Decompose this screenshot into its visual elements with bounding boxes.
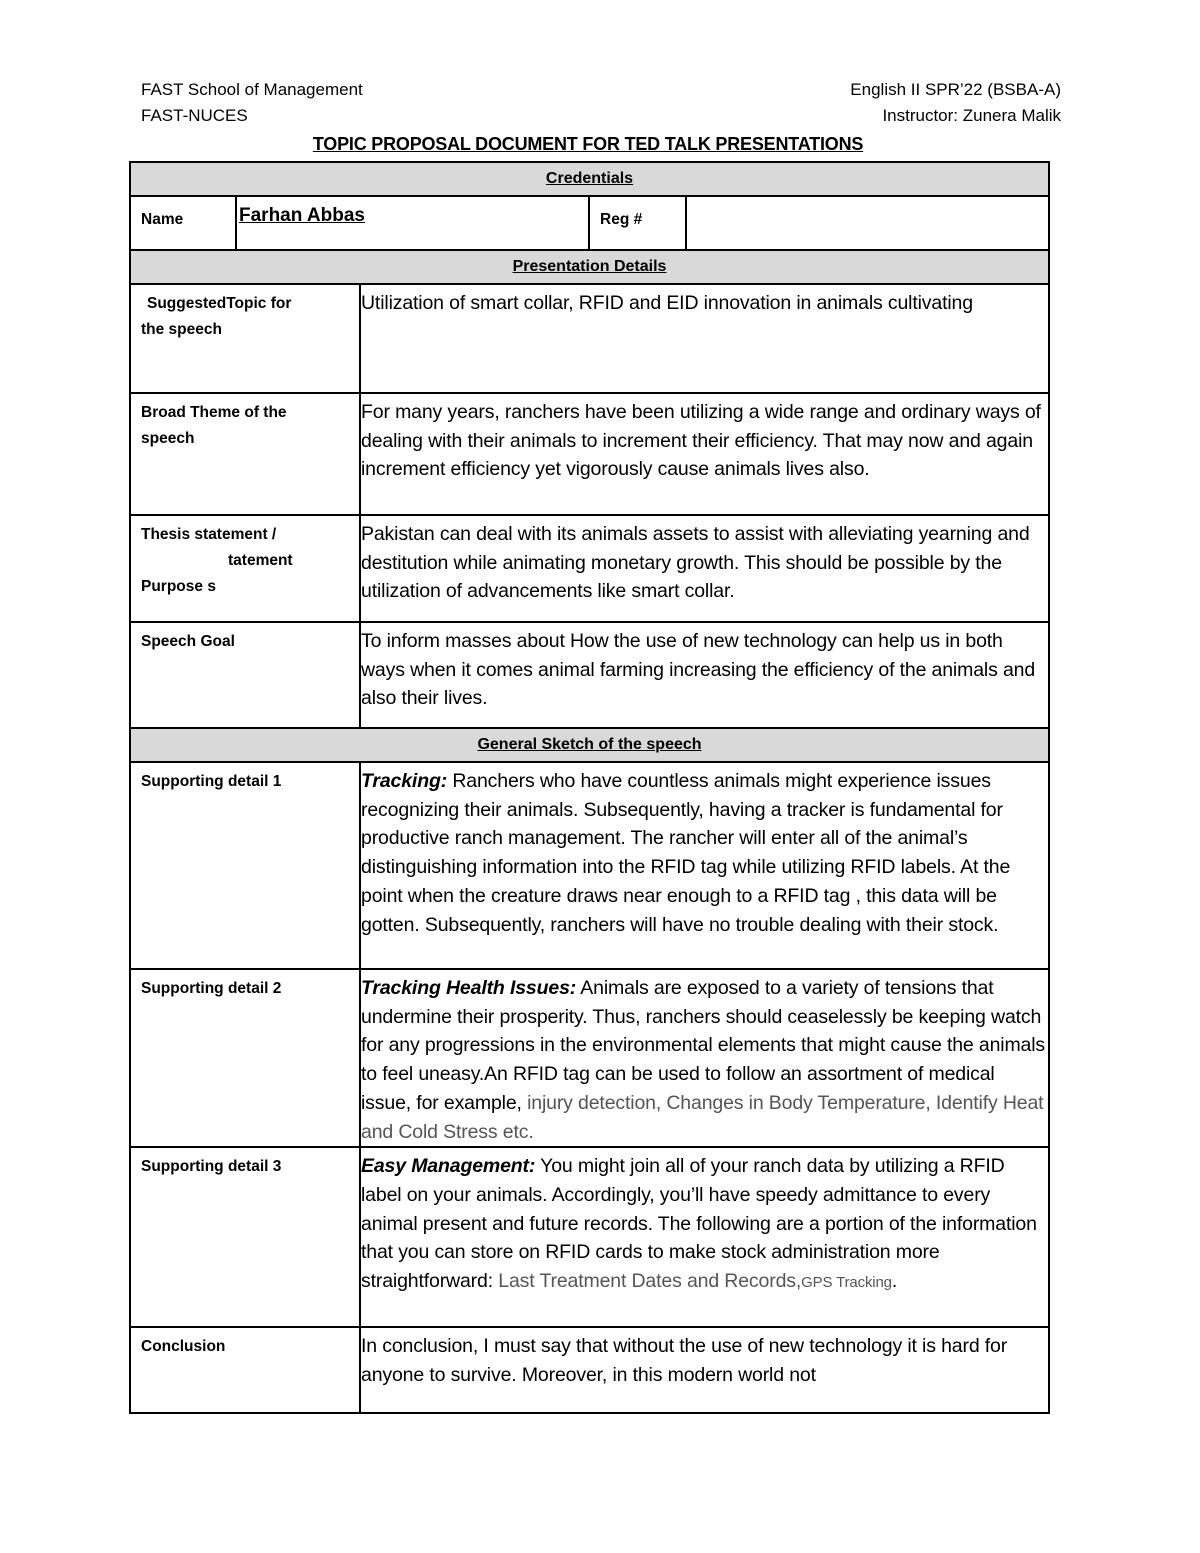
- detail3-value[interactable]: [360, 1147, 1049, 1327]
- detail1-label: Supporting detail 1: [130, 762, 360, 969]
- name-field[interactable]: Farhan Abbas: [236, 196, 589, 250]
- detail3-text: You might join all of your ranch data by utilizing a RFID label on your animals. Accordingly, you’ll have speedy admittance to every animal present and future records. The following are a portion of the information that you can store on RFID cards to make stock administration more straightforward:: [361, 1155, 1037, 1293]
- detail2-title: Tracking Health Issues:: [361, 977, 577, 999]
- detail2-label: Supporting detail 2: [130, 969, 360, 1147]
- detail3-title: Easy Management:: [361, 1155, 536, 1178]
- thesis-label-line1: Thesis statement /: [141, 526, 277, 543]
- thesis-label: [130, 515, 360, 622]
- conclusion-value[interactable]: In conclusion, I must say that without the use of new technology it is hard for anyone to survive. Moreover, in this modern world not: [360, 1327, 1049, 1413]
- name-label: Name: [130, 196, 236, 250]
- university-name: FAST-NUCES: [141, 106, 248, 125]
- detail1-title: Tracking:: [361, 770, 448, 792]
- reg-label: Reg #: [589, 196, 686, 250]
- detail3-end: .: [891, 1270, 898, 1293]
- thesis-label-line2: tatement: [228, 552, 293, 569]
- sketch-heading: General Sketch of the speech: [130, 728, 1049, 762]
- course-name: English II SPR’22 (BSBA-A): [850, 80, 1061, 99]
- thesis-value[interactable]: Pakistan can deal with its animals assets to assist with alleviating yearning and destitution while animating monetary growth. This should be possible by the utilization of advancements like smart collar.: [360, 515, 1049, 622]
- instructor-name: Instructor: Zunera Malik: [882, 106, 1061, 125]
- presentation-heading: Presentation Details: [130, 250, 1049, 284]
- detail1-text: Ranchers who have countless animals might experience issues recognizing their animals. Subsequently, having a tracker is fundamental for productive ranch management. The rancher will enter all of the animal’s distinguishing information into the RFID tag while utilizing RFID labels. At the point when the creature draws near enough to a RFID tag , this data will be gotten. Subsequently, ranchers will have no trouble dealing with their stock.: [361, 770, 1011, 936]
- goal-value[interactable]: To inform masses about How the use of new technology can help us in both ways when it comes animal farming increasing the efficiency of the animals and also their lives.: [360, 622, 1049, 728]
- document-title: TOPIC PROPOSAL DOCUMENT FOR TED TALK PRESENTATIONS: [312, 134, 864, 154]
- topic-label-line1: SuggestedTopic for: [147, 295, 292, 312]
- proposal-form: [129, 161, 1050, 1414]
- theme-label-line1: Broad Theme of the: [141, 404, 287, 421]
- detail2-text: Animals are exposed to a variety of tensions that undermine their prosperity. Thus, ranchers should ceaselessly be keeping watch for any progressions in the environmental elements that might cause the animals to feel uneasy.An RFID tag can be used to follow an assortment of medical issue, for example,: [361, 977, 1046, 1114]
- topic-label-line2: the speech: [141, 321, 222, 338]
- detail3-label: Supporting detail 3: [130, 1147, 360, 1327]
- header-left: [141, 79, 363, 131]
- conclusion-label: Conclusion: [130, 1327, 360, 1413]
- detail1-value[interactable]: [360, 762, 1049, 969]
- thesis-label-line3: Purpose s: [141, 578, 216, 595]
- detail2-value[interactable]: [360, 969, 1049, 1147]
- detail2-examples: injury detection, Changes in Body Temperature, Identify Heat and Cold Stress etc.: [361, 1091, 1044, 1143]
- theme-label: [130, 393, 360, 515]
- detail3-examples: Last Treatment Dates and Records,: [498, 1270, 802, 1293]
- goal-label: Speech Goal: [130, 622, 360, 728]
- credentials-heading: Credentials: [130, 162, 1049, 196]
- school-name: FAST School of Management: [141, 80, 363, 99]
- detail3-gps: GPS Tracking: [801, 1274, 892, 1292]
- reg-field[interactable]: [686, 196, 1049, 250]
- header-right: [833, 79, 1061, 131]
- theme-value[interactable]: For many years, ranchers have been utilizing a wide range and ordinary ways of dealing with their animals to increment their efficiency. That may now and again increment efficiency yet vigorously cause animals lives also.: [360, 393, 1049, 515]
- topic-label: [130, 284, 360, 393]
- topic-value[interactable]: Utilization of smart collar, RFID and EID innovation in animals cultivating: [360, 284, 1049, 393]
- theme-label-line2: speech: [141, 430, 195, 447]
